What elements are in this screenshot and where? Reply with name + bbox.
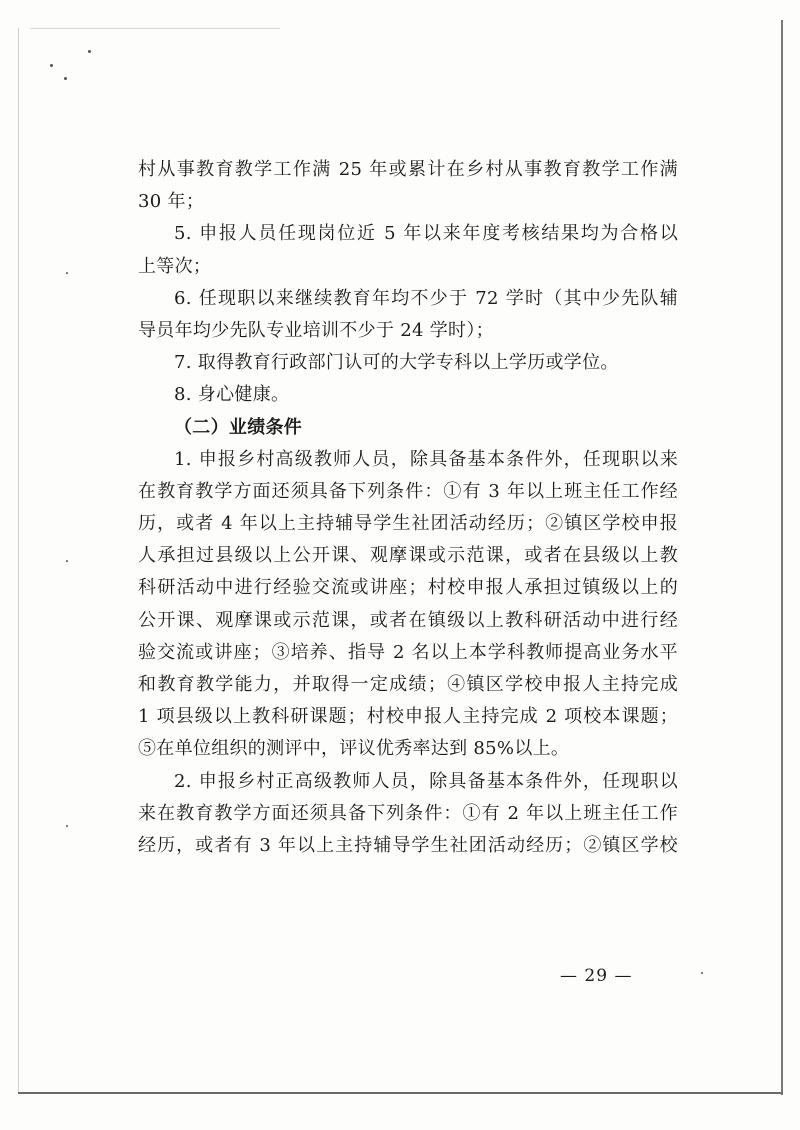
body-text [138,154,678,862]
text-line: 2. 申报乡村正高级教师人员，除具备基本条件外，任现职以 [174,770,678,792]
text-line: 历，或者 4 年以上主持辅导学生社团活动经历；②镇区学校申报 [138,513,678,535]
scan-speck [64,77,67,80]
text-line: 5. 申报人员任现岗位近 5 年以来年度考核结果均为合格以 [174,223,678,245]
text-line: ⑤在单位组织的测评中，评议优秀率达到 85%以上。 [138,738,570,760]
page-number: — 29 — [560,966,633,986]
scan-speck [88,50,91,53]
text-line: 上等次； [138,255,212,277]
scan-speck [50,64,53,67]
text-line: 8. 身心健康。 [174,384,290,406]
scan-edge-right [781,20,783,1095]
text-line: 和教育教学能力，并取得一定成绩；④镇区学校申报人主持完成 [138,674,678,695]
text-line: 科研活动中进行经验交流或讲座；村校申报人承担过镇级以上的 [138,577,678,599]
text-line: 来在教育教学方面还须具备下列条件：①有 2 年以上班主任工作 [138,802,678,824]
text-line: 30 年； [138,191,205,213]
scan-edge-top [30,28,280,29]
scan-speck [66,560,68,562]
text-line: 1 项县级以上教科研课题；村校申报人主持完成 2 项校本课题； [138,706,678,728]
scan-edge-bottom [18,1092,783,1094]
text-line: 在教育教学方面还须具备下列条件：①有 3 年以上班主任工作经 [138,480,678,502]
text-line: 1. 申报乡村高级教师人员，除具备基本条件外，任现职以来 [174,448,678,470]
scan-speck [701,972,703,974]
text-line: 经历，或者有 3 年以上主持辅导学生社团活动经历；②镇区学校 [138,834,678,856]
section-heading: （二）业绩条件 [174,416,303,438]
text-line: 6. 任现职以来继续教育年均不少于 72 学时（其中少先队辅 [174,287,678,309]
scan-speck [66,825,68,827]
text-line: 人承担过县级以上公开课、观摩课或示范课，或者在县级以上教 [138,545,678,567]
text-line: 村从事教育教学工作满 25 年或累计在乡村从事教育教学工作满 [138,159,678,180]
text-line: 公开课、观摩课或示范课，或者在镇级以上教科研活动中进行经 [138,609,678,631]
text-line: 7. 取得教育行政部门认可的大学专科以上学历或学位。 [174,352,619,374]
text-line: 导员年均少先队专业培训不少于 24 学时）； [138,319,494,341]
scan-speck [66,272,68,274]
text-line: 验交流或讲座；③培养、指导 2 名以上本学科教师提高业务水平 [138,641,678,663]
scan-edge-left [18,28,19,1094]
